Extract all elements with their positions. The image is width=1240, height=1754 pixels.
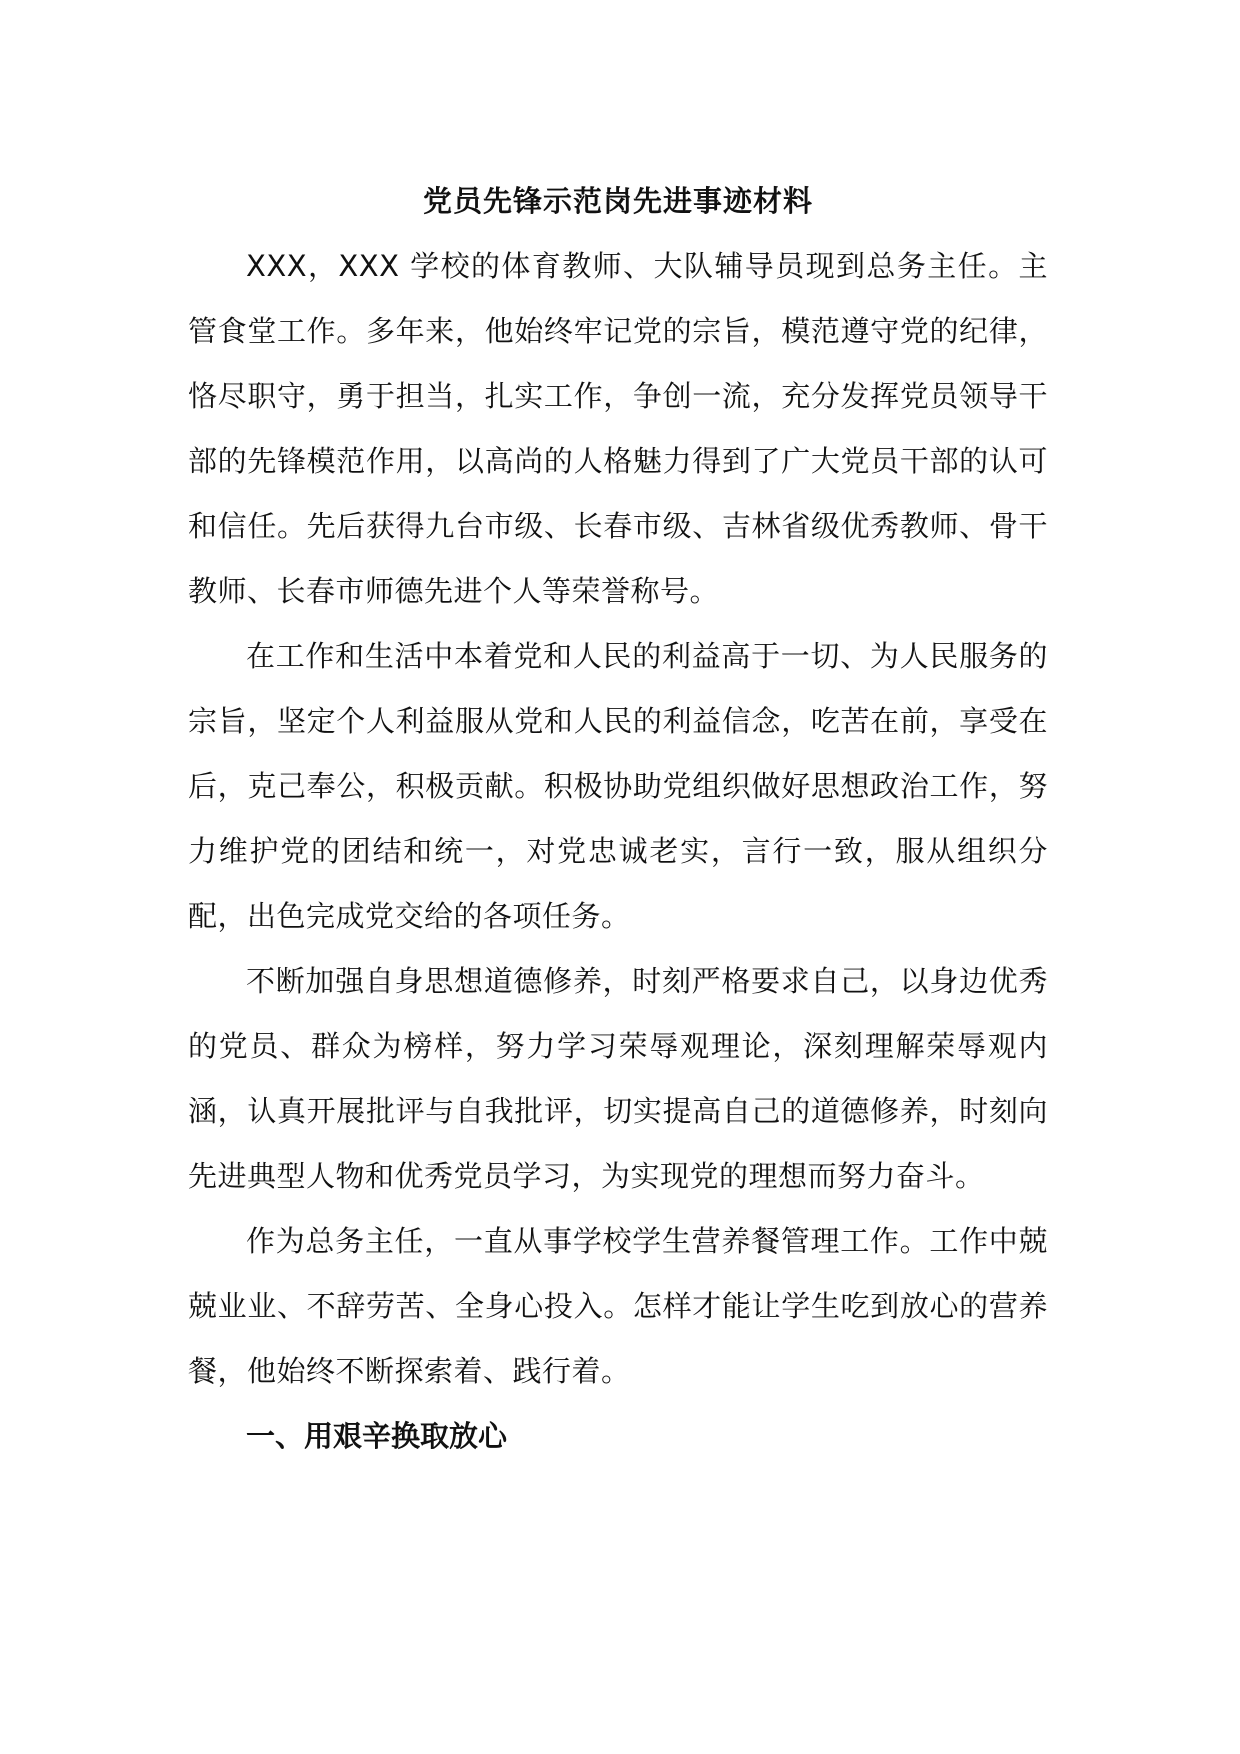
paragraph-morality: 不断加强自身思想道德修养，时刻严格要求自己，以身边优秀的党员、群众为榜样，努力学习荣辱观理论，深刻理解荣辱观内涵，认真开展批评与自我批评，切实提高自己的道德修养，时刻向先进典型人物和优秀党员学习，为实现党的理想而努力奋斗。 (188, 964, 1048, 1193)
paragraph-principles: 在工作和生活中本着党和人民的利益高于一切、为人民服务的宗旨，坚定个人利益服从党和人民的利益信念，吃苦在前，享受在后，克己奉公，积极贡献。积极协助党组织做好思想政治工作，努力维护党的团结和统一，对党忠诚老实，言行一致，服从组织分配，出色完成党交给的各项任务。 (188, 639, 1048, 933)
document-body (188, 176, 1048, 1469)
document-title: 党员先锋示范岗先进事迹材料 (422, 184, 813, 218)
section-heading: 一、用艰辛换取放心 (246, 1419, 508, 1453)
paragraph-general-affairs: 作为总务主任，一直从事学校学生营养餐管理工作。工作中兢兢业业、不辞劳苦、全身心投入。怎样才能让学生吃到放心的营养餐，他始终不断探索着、践行着。 (188, 1224, 1048, 1388)
paragraph-intro: XXX，XXX 学校的体育教师、大队辅导员现到总务主任。主管食堂工作。多年来，他始终牢记党的宗旨，模范遵守党的纪律，恪尽职守，勇于担当，扎实工作，争创一流，充分发挥党员领导干部的先锋模范作用，以高尚的人格魅力得到了广大党员干部的认可和信任。先后获得九台市级、长春市级、吉林省级优秀教师、骨干教师、长春市师德先进个人等荣誉称号。 (188, 249, 1048, 608)
